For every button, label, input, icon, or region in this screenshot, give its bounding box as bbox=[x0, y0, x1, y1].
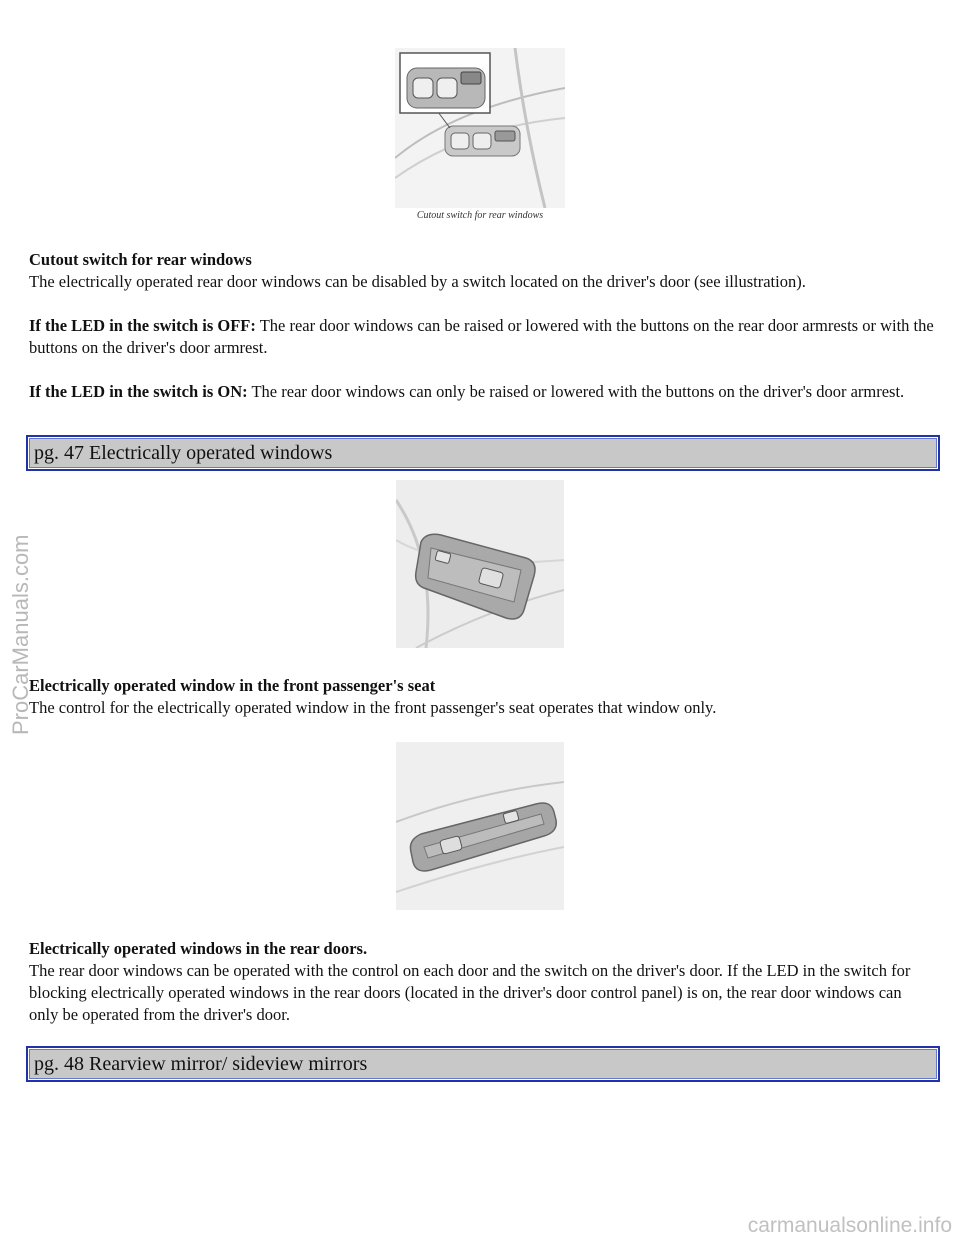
section-front-passenger bbox=[29, 675, 934, 719]
bottom-watermark: carmanualsonline.info bbox=[747, 1214, 952, 1237]
figure-cutout-switch bbox=[0, 48, 960, 221]
section-cutout-switch bbox=[29, 249, 934, 403]
section-body: The control for the electrically operated window in the front passenger's seat operates that window only. bbox=[29, 698, 717, 717]
section-rear-doors bbox=[29, 938, 934, 1026]
front-passenger-control-illustration bbox=[396, 480, 564, 648]
led-off-text: The rear door windows can be raised or lowered with the buttons on the rear door armrests or with the buttons on the driver's door armrest. bbox=[29, 316, 934, 357]
section-heading: Cutout switch for rear windows bbox=[29, 250, 252, 269]
section-body: The electrically operated rear door windows can be disabled by a switch located on the driver's door (see illustration). bbox=[29, 272, 806, 291]
figure-rear-door-control bbox=[0, 742, 960, 910]
figure-front-passenger-control bbox=[0, 480, 960, 648]
section-header-pg48: pg. 48 Rearview mirror/ sideview mirrors bbox=[26, 1046, 940, 1082]
led-off-paragraph bbox=[29, 315, 934, 359]
led-on-label: If the LED in the switch is ON: bbox=[29, 382, 248, 401]
section-heading: Electrically operated window in the front passenger's seat bbox=[29, 676, 436, 695]
section-heading: Electrically operated windows in the rear doors. bbox=[29, 939, 368, 958]
cutout-switch-illustration bbox=[395, 48, 565, 208]
led-on-paragraph bbox=[29, 381, 934, 403]
led-on-text: The rear door windows can only be raised or lowered with the buttons on the driver's door armrest. bbox=[251, 382, 905, 401]
led-off-label: If the LED in the switch is OFF: bbox=[29, 316, 256, 335]
section-header-pg47: pg. 47 Electrically operated windows bbox=[26, 435, 940, 471]
rear-door-control-illustration bbox=[396, 742, 564, 910]
section-body: The rear door windows can be operated with the control on each door and the switch on the driver's door. If the LED in the switch for blocking electrically operated windows in the rear doors (located in the driver's door control panel) is on, the rear door windows can only be operated from the driver's door. bbox=[29, 961, 911, 1024]
side-watermark: ProCarManuals.com bbox=[8, 534, 33, 735]
figure-caption: Cutout switch for rear windows bbox=[416, 210, 544, 221]
